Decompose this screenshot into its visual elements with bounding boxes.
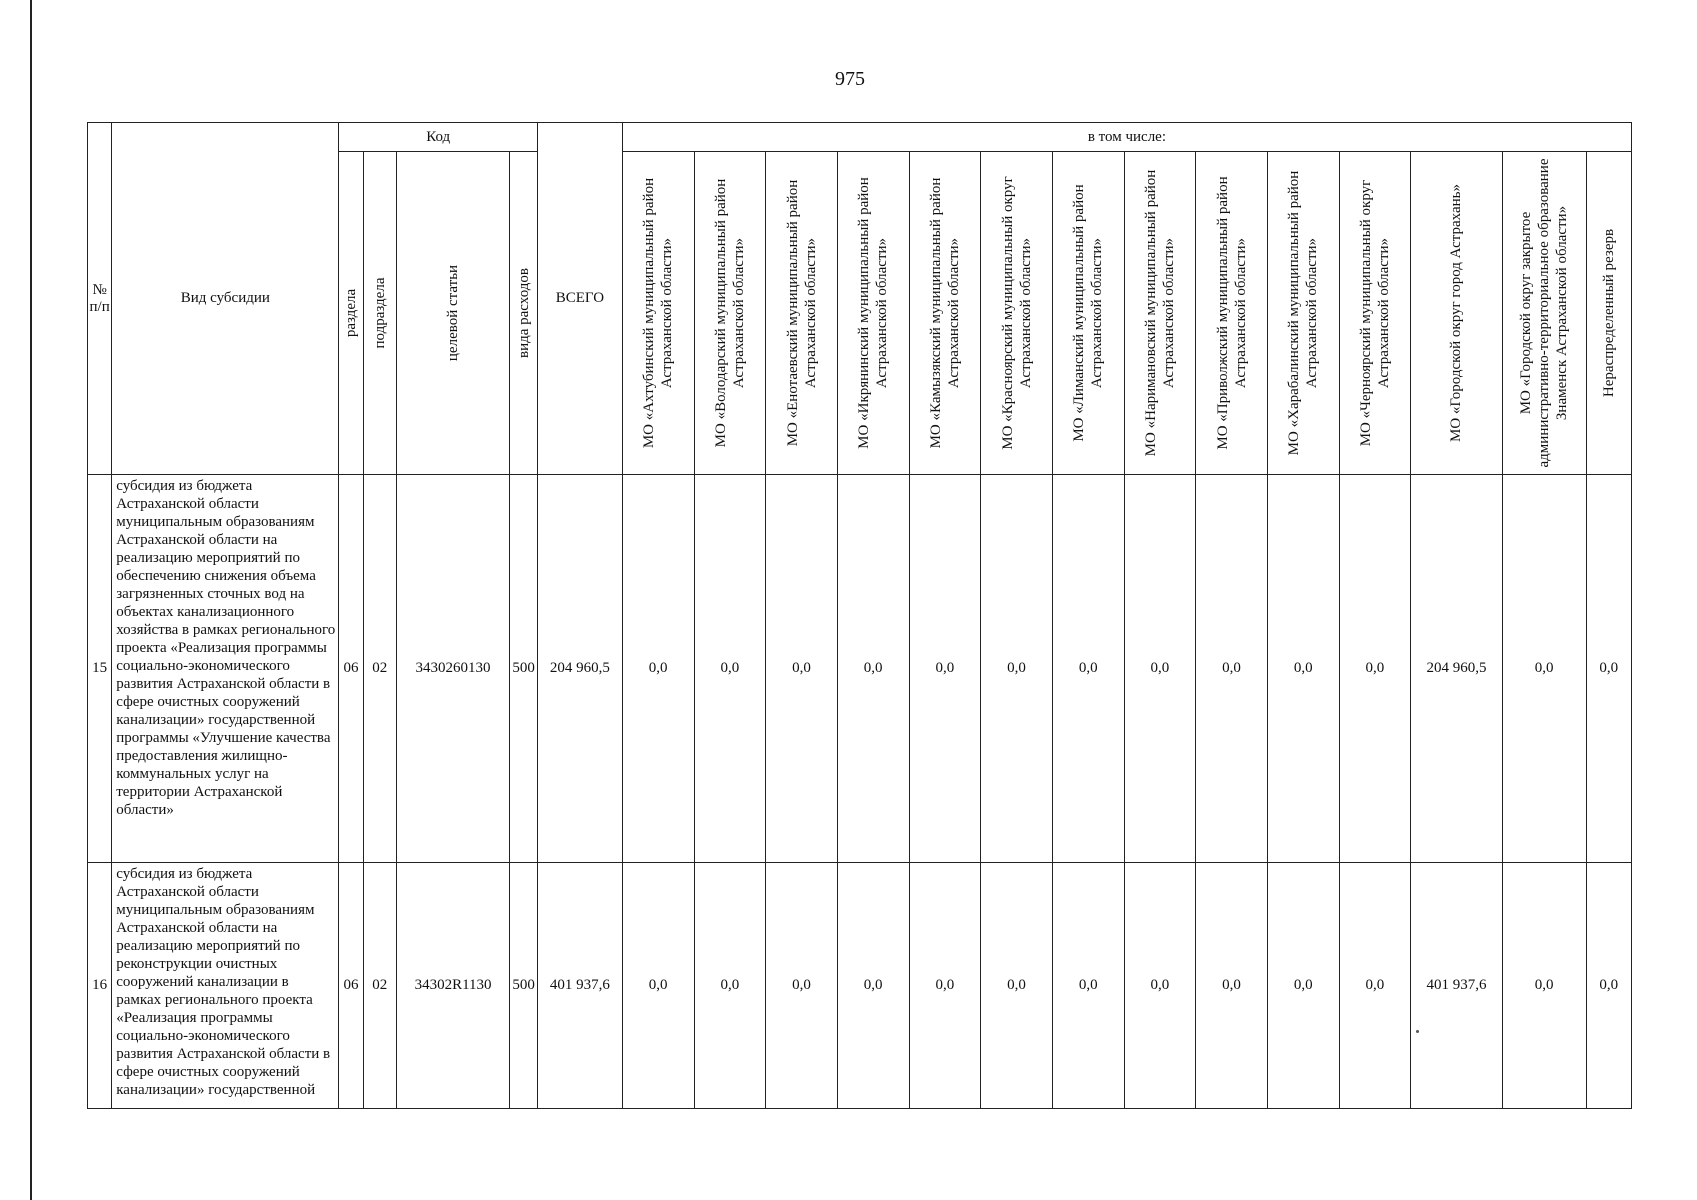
row-value: 0,0 xyxy=(837,863,909,1109)
header-mo-ikryaninsky: МО «Икрянинский муниципальный район Астраханской области» xyxy=(837,152,909,475)
row-value: 0,0 xyxy=(1267,475,1339,863)
row-celevaya-statya: 34302R1130 xyxy=(396,863,510,1109)
row-value: 0,0 xyxy=(622,475,694,863)
page-number: 975 xyxy=(835,68,865,90)
header-num: № п/п xyxy=(88,123,112,475)
row-value: 0,0 xyxy=(981,863,1053,1109)
row-description: субсидия из бюджета Астраханской области муниципальным образованиям Астраханской области на реализацию мероприятий по реконструкции очистных сооружений канализации в рамках регионального проекта «Реализация программы социально-экономического развития Астраханской области в сфере очистных сооружений канализации» государственной xyxy=(112,863,339,1109)
header-mo-chernoyarsky: МО «Черноярский муниципальный округ Астраханской области» xyxy=(1339,152,1411,475)
header-mo-limansky: МО «Лиманский муниципальный район Астраханской области» xyxy=(1052,152,1124,475)
row-value: 0,0 xyxy=(1196,863,1268,1109)
header-mo-znamensk: МО «Городской округ закрытое административно-территориальное образование Знаменск Астраханской области» xyxy=(1502,152,1586,475)
row-value: 0,0 xyxy=(1502,475,1586,863)
row-value: 204 960,5 xyxy=(1411,475,1503,863)
row-value: 0,0 xyxy=(981,475,1053,863)
header-celevaya-statya: целевой статьи xyxy=(396,152,510,475)
row-number: 15 xyxy=(88,475,112,863)
row-podrazdel: 02 xyxy=(363,475,396,863)
row-total: 204 960,5 xyxy=(537,475,622,863)
row-value: 0,0 xyxy=(1196,475,1268,863)
header-subsidy-type: Вид субсидии xyxy=(112,123,339,475)
header-mo-volodarsky: МО «Володарский муниципальный район Астраханской области» xyxy=(694,152,766,475)
header-podrazdel: подраздела xyxy=(363,152,396,475)
header-mo-krasnoyarsky: МО «Красноярский муниципальный округ Астраханской области» xyxy=(981,152,1053,475)
header-including: в том числе: xyxy=(622,123,1631,152)
row-value: 0,0 xyxy=(1124,475,1196,863)
row-value: 0,0 xyxy=(1052,475,1124,863)
header-razdel: раздела xyxy=(339,152,363,475)
row-vid-rashodov: 500 xyxy=(510,475,538,863)
row-value: 0,0 xyxy=(909,863,981,1109)
table-row xyxy=(88,863,1632,1109)
row-razdel: 06 xyxy=(339,863,363,1109)
row-value: 0,0 xyxy=(1586,863,1631,1109)
row-value: 0,0 xyxy=(694,475,766,863)
row-value: 0,0 xyxy=(1267,863,1339,1109)
header-code: Код xyxy=(339,123,538,152)
row-podrazdel: 02 xyxy=(363,863,396,1109)
row-value: 0,0 xyxy=(1586,475,1631,863)
row-vid-rashodov: 500 xyxy=(510,863,538,1109)
row-value: 0,0 xyxy=(766,475,838,863)
subsidy-table xyxy=(87,122,1632,1109)
row-value: 0,0 xyxy=(694,863,766,1109)
header-mo-privolzhsky: МО «Приволжский муниципальный район Астраханской области» xyxy=(1196,152,1268,475)
row-value: 0,0 xyxy=(622,863,694,1109)
header-row-top xyxy=(88,123,1632,152)
header-mo-akhtubinsky: МО «Ахтубинский муниципальный район Астраханской области» xyxy=(622,152,694,475)
row-description: субсидия из бюджета Астраханской области муниципальным образованиям Астраханской области на реализацию мероприятий по обеспечению снижения объема загрязненных сточных вод на объектах канализационного хозяйства в рамках регионального проекта «Реализация программы социально-экономического развития Астраханской области в сфере очистных сооружений канализации» государственной программы «Улучшение качества предоставления жилищно-коммунальных услуг на территории Астраханской области» xyxy=(112,475,339,863)
header-mo-kharabalinsky: МО «Харабалинский муниципальный район Астраханской области» xyxy=(1267,152,1339,475)
row-value: 0,0 xyxy=(1124,863,1196,1109)
row-celevaya-statya: 3430260130 xyxy=(396,475,510,863)
row-value: 401 937,6 xyxy=(1411,863,1503,1109)
row-value: 0,0 xyxy=(766,863,838,1109)
binding-line xyxy=(30,0,32,1200)
header-mo-astrakhan: МО «Городской округ город Астрахань» xyxy=(1411,152,1503,475)
row-value: 0,0 xyxy=(1052,863,1124,1109)
row-value: 0,0 xyxy=(837,475,909,863)
header-mo-enotaevsky: МО «Енотаевский муниципальный район Астраханской области» xyxy=(766,152,838,475)
table-row xyxy=(88,475,1632,863)
header-vid-rashodov: вида расходов xyxy=(510,152,538,475)
row-total: 401 937,6 xyxy=(537,863,622,1109)
row-value: 0,0 xyxy=(1502,863,1586,1109)
row-value: 0,0 xyxy=(1339,863,1411,1109)
header-total: ВСЕГО xyxy=(537,123,622,475)
header-mo-kamyzyaksky: МО «Камызякский муниципальный район Астраханской области» xyxy=(909,152,981,475)
header-reserve: Нераспределенный резерв xyxy=(1586,152,1631,475)
row-razdel: 06 xyxy=(339,475,363,863)
row-number: 16 xyxy=(88,863,112,1109)
row-value: 0,0 xyxy=(909,475,981,863)
row-value: 0,0 xyxy=(1339,475,1411,863)
header-mo-narimanovsky: МО «Наримановский муниципальный район Астраханской области» xyxy=(1124,152,1196,475)
